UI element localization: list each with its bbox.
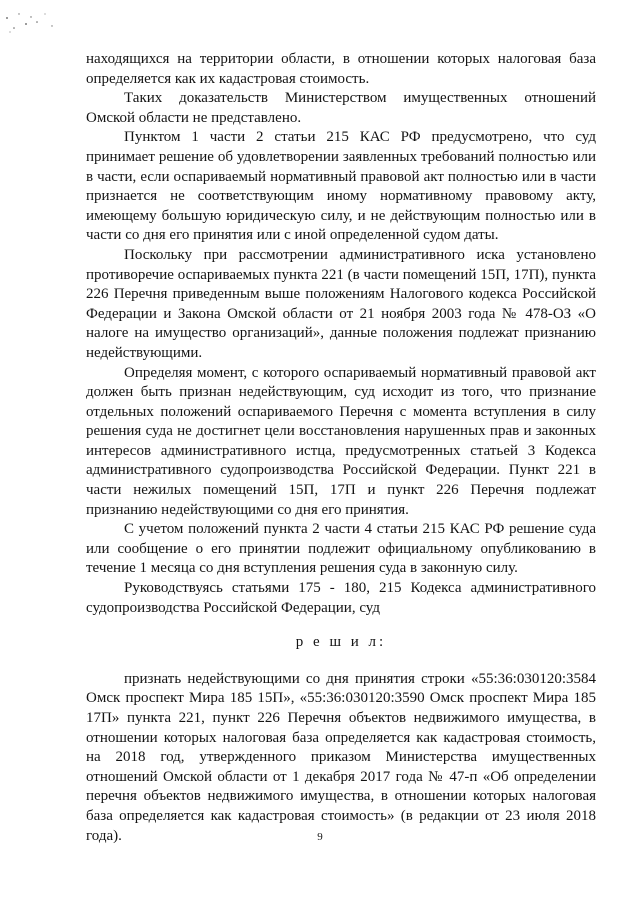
paragraph-publication: С учетом положений пункта 2 части 4 статьи 215 КАС РФ решение суда или сообщение о его принятии подлежит официальному опубликованию в течение 1 месяца со дня вступления решения суда в законную силу. (86, 521, 596, 577)
resolution-heading: р е ш и л: (295, 634, 387, 651)
paragraph-guided-by: Руководствуясь статьями 175 - 180, 215 Кодекса административного судопроизводства Российской Федерации, суд (86, 580, 596, 616)
paragraph-contradiction-found: Поскольку при рассмотрении административного иска установлено противоречие оспариваемых пункта 221 (в части помещений 15П, 17П), пункта 226 Перечня приведенным выше положениям Налогового кодекса Российской Федерации и Закона Омской области от 21 ноября 2003 года № 478-ОЗ «О налоге на имущество организаций», данные положения подлежат признанию недействующими. (86, 246, 596, 361)
paragraph-kas-article-215: Пунктом 1 части 2 статьи 215 КАС РФ предусмотрено, что суд принимает решение об удовлетворении заявленных требований полностью или в части, если оспариваемый нормативный правовой акт полностью или в части признается не соответствующим иному нормативному правовому акту, имеющему большую юридическую силу, и не действующим полностью или в части со дня его принятия или с иной определенной судом даты. (86, 129, 596, 244)
document-body (86, 50, 596, 846)
paragraph-no-evidence: Таких доказательств Министерством имущественных отношений Омской области не представлено. (86, 90, 596, 126)
scan-artifact-marks (4, 8, 84, 38)
page-number: 9 (317, 831, 323, 843)
paragraph-effective-moment: Определяя момент, с которого оспариваемый нормативный правовой акт должен быть признан недействующим, суд исходит из того, что признание отдельных положений оспариваемого Перечня с момента вступления в силу решения суда не достигнет цели восстановления нарушенных прав и законных интересов административного истца, предусмотренных статьей 3 Кодекса административного судопроизводства Российской Федерации. Пункт 221 в части нежилых помещений 15П, 17П и пункт 226 Перечня подлежат признанию недействующими со дня его принятия. (86, 364, 596, 518)
paragraph-continuation: находящихся на территории области, в отношении которых налоговая база определяется как их кадастровая стоимость. (86, 51, 596, 87)
resolution-text: признать недействующими со дня принятия строки «55:36:030120:3584 Омск проспект Мира 185 15П», «55:36:030120:3590 Омск проспект Мира 185 17П» пункта 221, пункт 226 Перечня объектов недвижимого имущества, в отношении которых налоговая база определяется как кадастровая стоимость, на 2018 год, утвержденного приказом Министерства имущественных отношений Омской области от 1 декабря 2017 года № 47-п «Об определении перечня объектов недвижимого имущества, в отношении которых налоговая база определяется как кадастровая стоимость» (в редакции от 23 июля 2018 года). (86, 670, 596, 844)
